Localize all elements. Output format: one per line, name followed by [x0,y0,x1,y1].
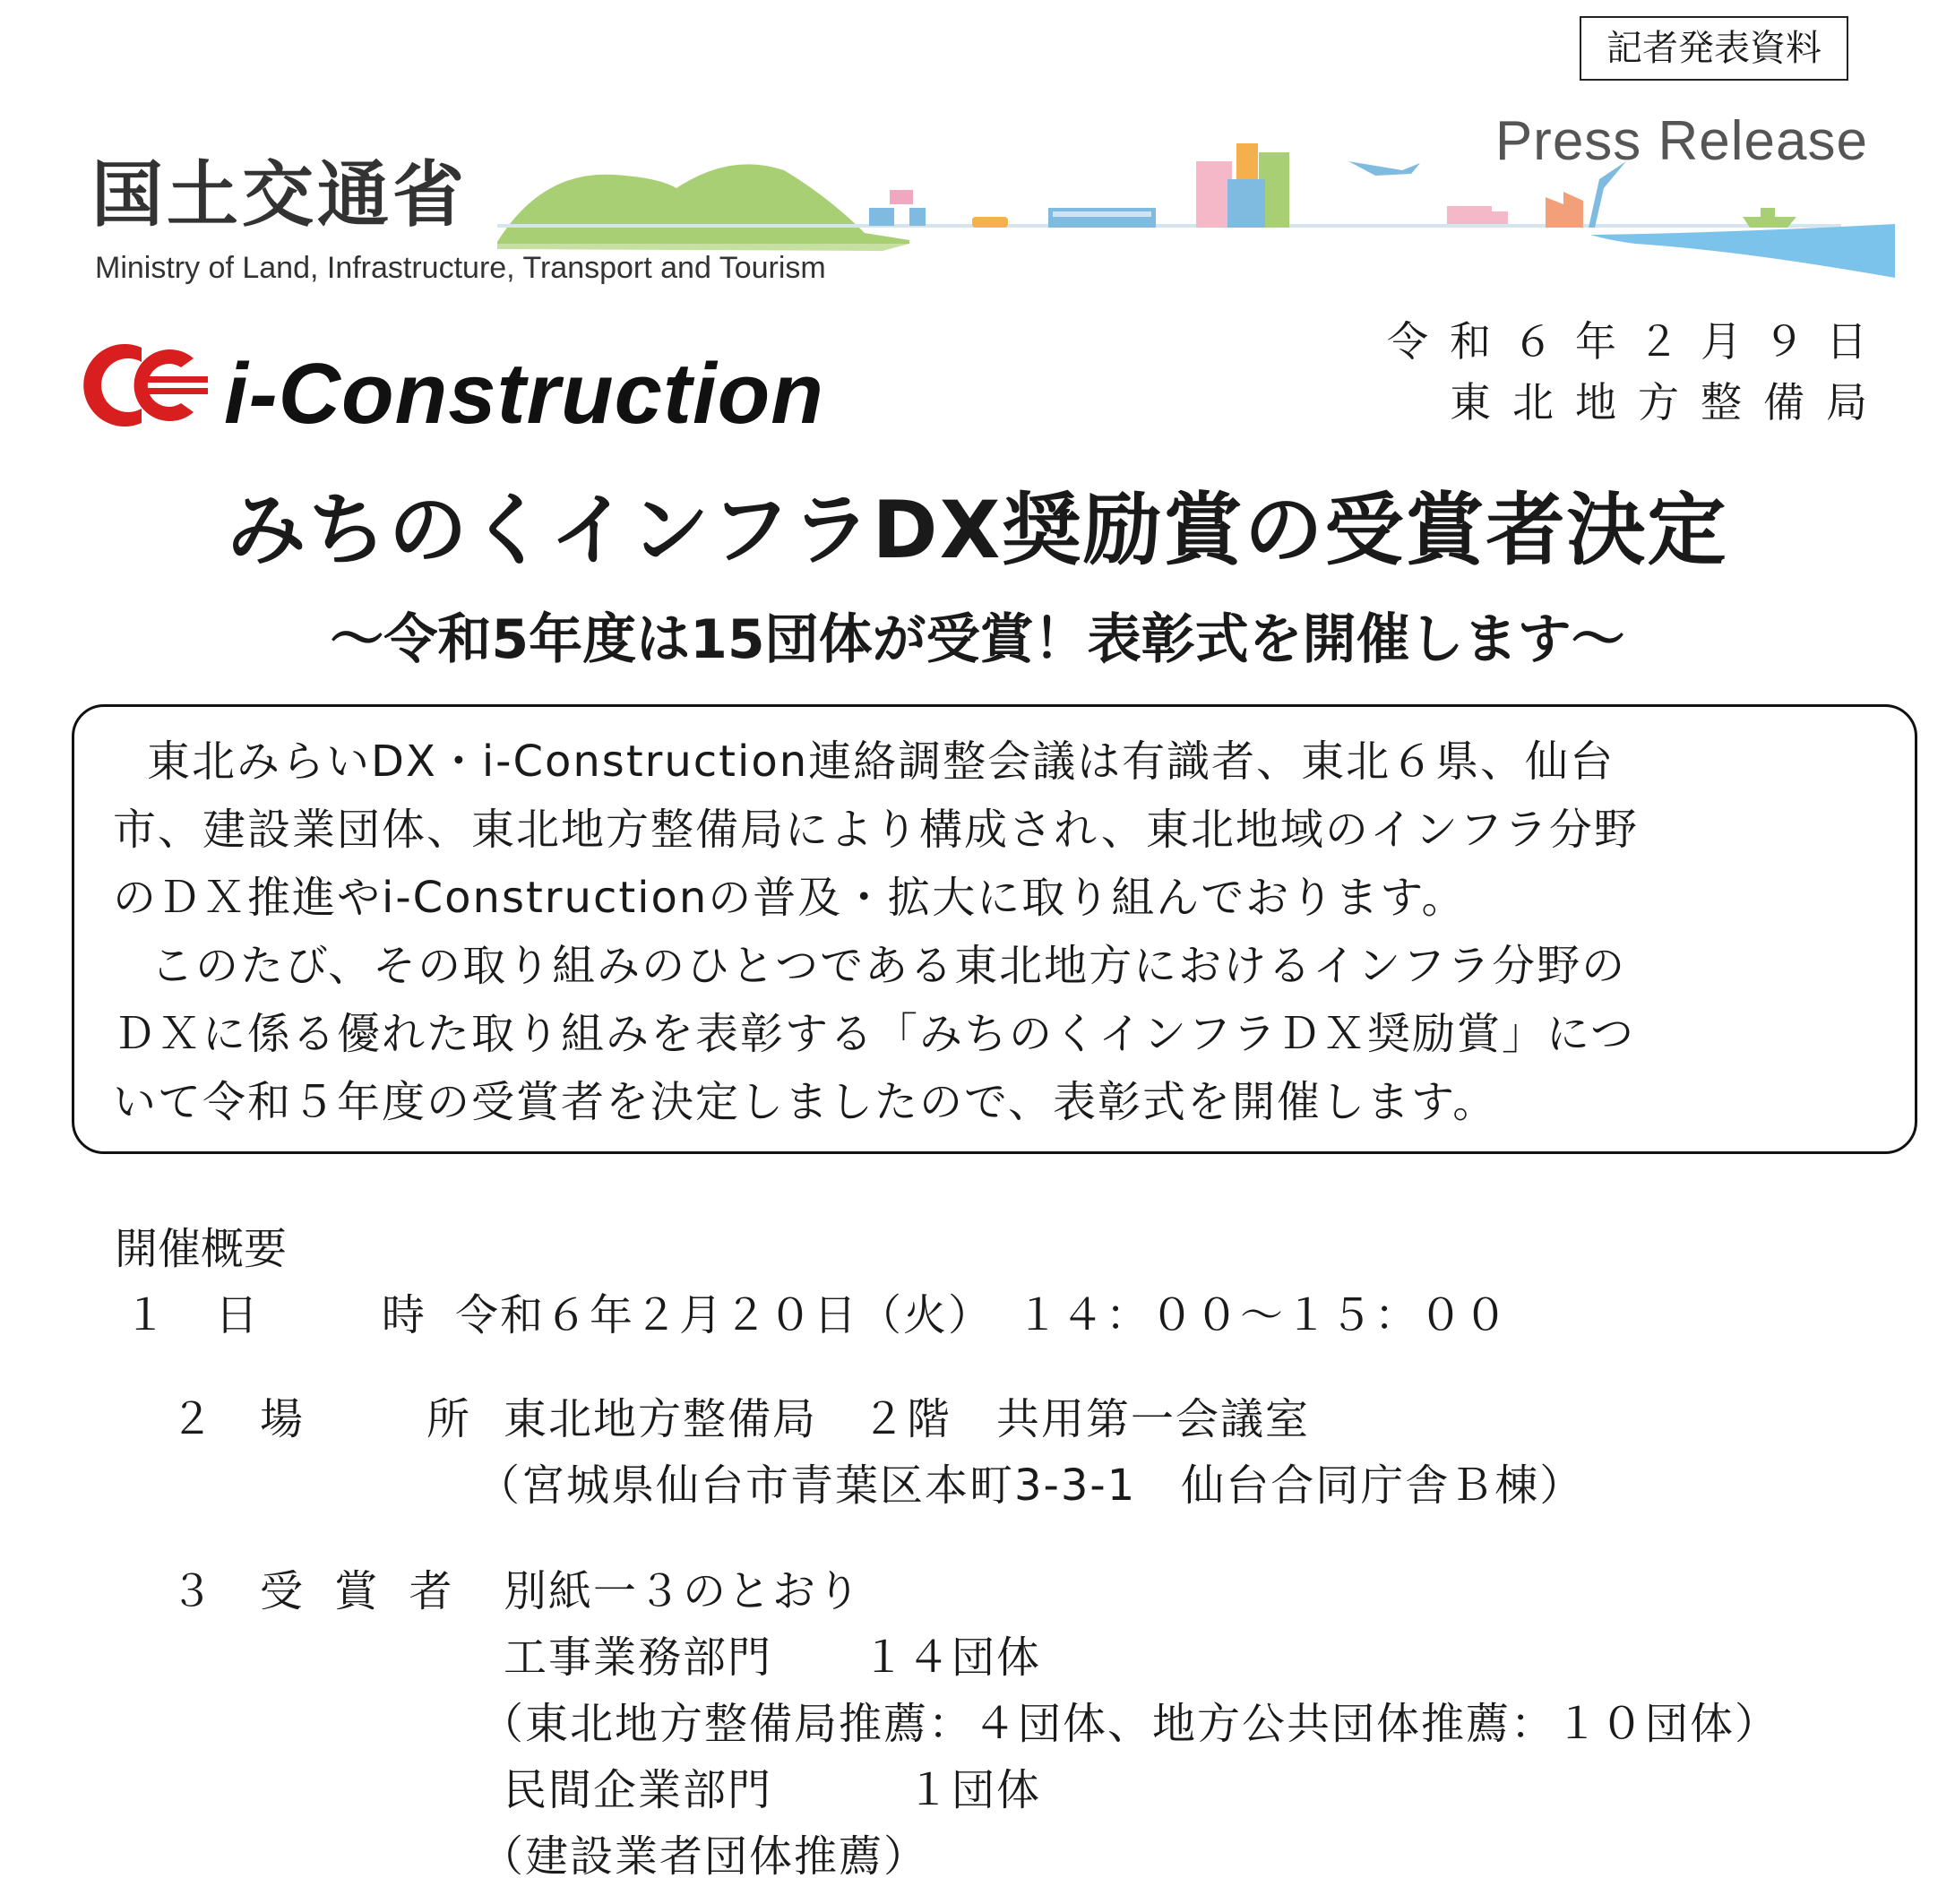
page-subtitle: ～令和5年度は15団体が受賞！表彰式を開催します～ [330,608,1625,671]
item-number: １ [124,1290,169,1340]
item-value: 別紙一３のとおり [504,1566,863,1616]
i-construction-logo-icon [70,340,213,430]
item-value: 東北地方整備局 ２階 共用第一会議室 [504,1394,1311,1444]
item-label-datetime: 日 時 [215,1290,438,1340]
item-number: ２ [170,1394,216,1444]
item-value: 令和６年２月２０日（火） １４：００～１５：００ [455,1290,1510,1340]
page-title: みちのくインフラDX奨励賞の受賞者決定 [227,484,1728,576]
ministry-name-en: Ministry of Land, Infrastructure, Transport and Tourism [95,251,826,285]
item-value: （宮城県仙台市青葉区本町3-3-1 仙台合同庁舎Ｂ棟） [477,1460,1585,1511]
summary-line: のＤＸ推進やi-Constructionの普及・拡大に取り組んでおります。 [113,873,1467,923]
summary-line: 東北みらいDX・i-Construction連絡調整会議は有識者、東北６県、仙台 [147,737,1615,787]
item-value: （東北地方整備局推薦：４団体、地方公共団体推薦：１０団体） [480,1699,1780,1749]
item-value: 民間企業部門 １団体 [504,1765,1042,1815]
issuing-office: 東北地方整備局 [1450,378,1889,426]
summary-line: いて令和５年度の受賞者を決定しましたので、表彰式を開催します。 [113,1077,1498,1127]
landscape-banner-illustration [488,134,1895,287]
summary-line: ＤＸに係る優れた取り組みを表彰する「みちのくインフラＤＸ奨励賞」につ [113,1009,1636,1059]
press-release-heading: Press Release [1494,110,1868,172]
item-label-winners: 受 賞 者 [260,1566,461,1616]
i-construction-logo-text: i-Construction [224,346,824,442]
item-label-venue: 場 所 [260,1394,483,1444]
item-number: ３ [170,1566,216,1616]
item-value: （建設業者団体推薦） [480,1831,929,1882]
summary-line: このたび、その取り組みのひとつである東北地方におけるインフラ分野の [151,941,1627,991]
release-date: 令和６年２月９日 [1387,317,1889,366]
ministry-name-jp: 国土交通省 [91,153,468,237]
press-material-label: 記者発表資料 [1580,16,1848,81]
overview-heading: 開催概要 [115,1224,288,1274]
item-value: 工事業務部門 １４団体 [504,1633,1042,1683]
summary-line: 市、建設業団体、東北地方整備局により構成され、東北地域のインフラ分野 [113,805,1639,855]
